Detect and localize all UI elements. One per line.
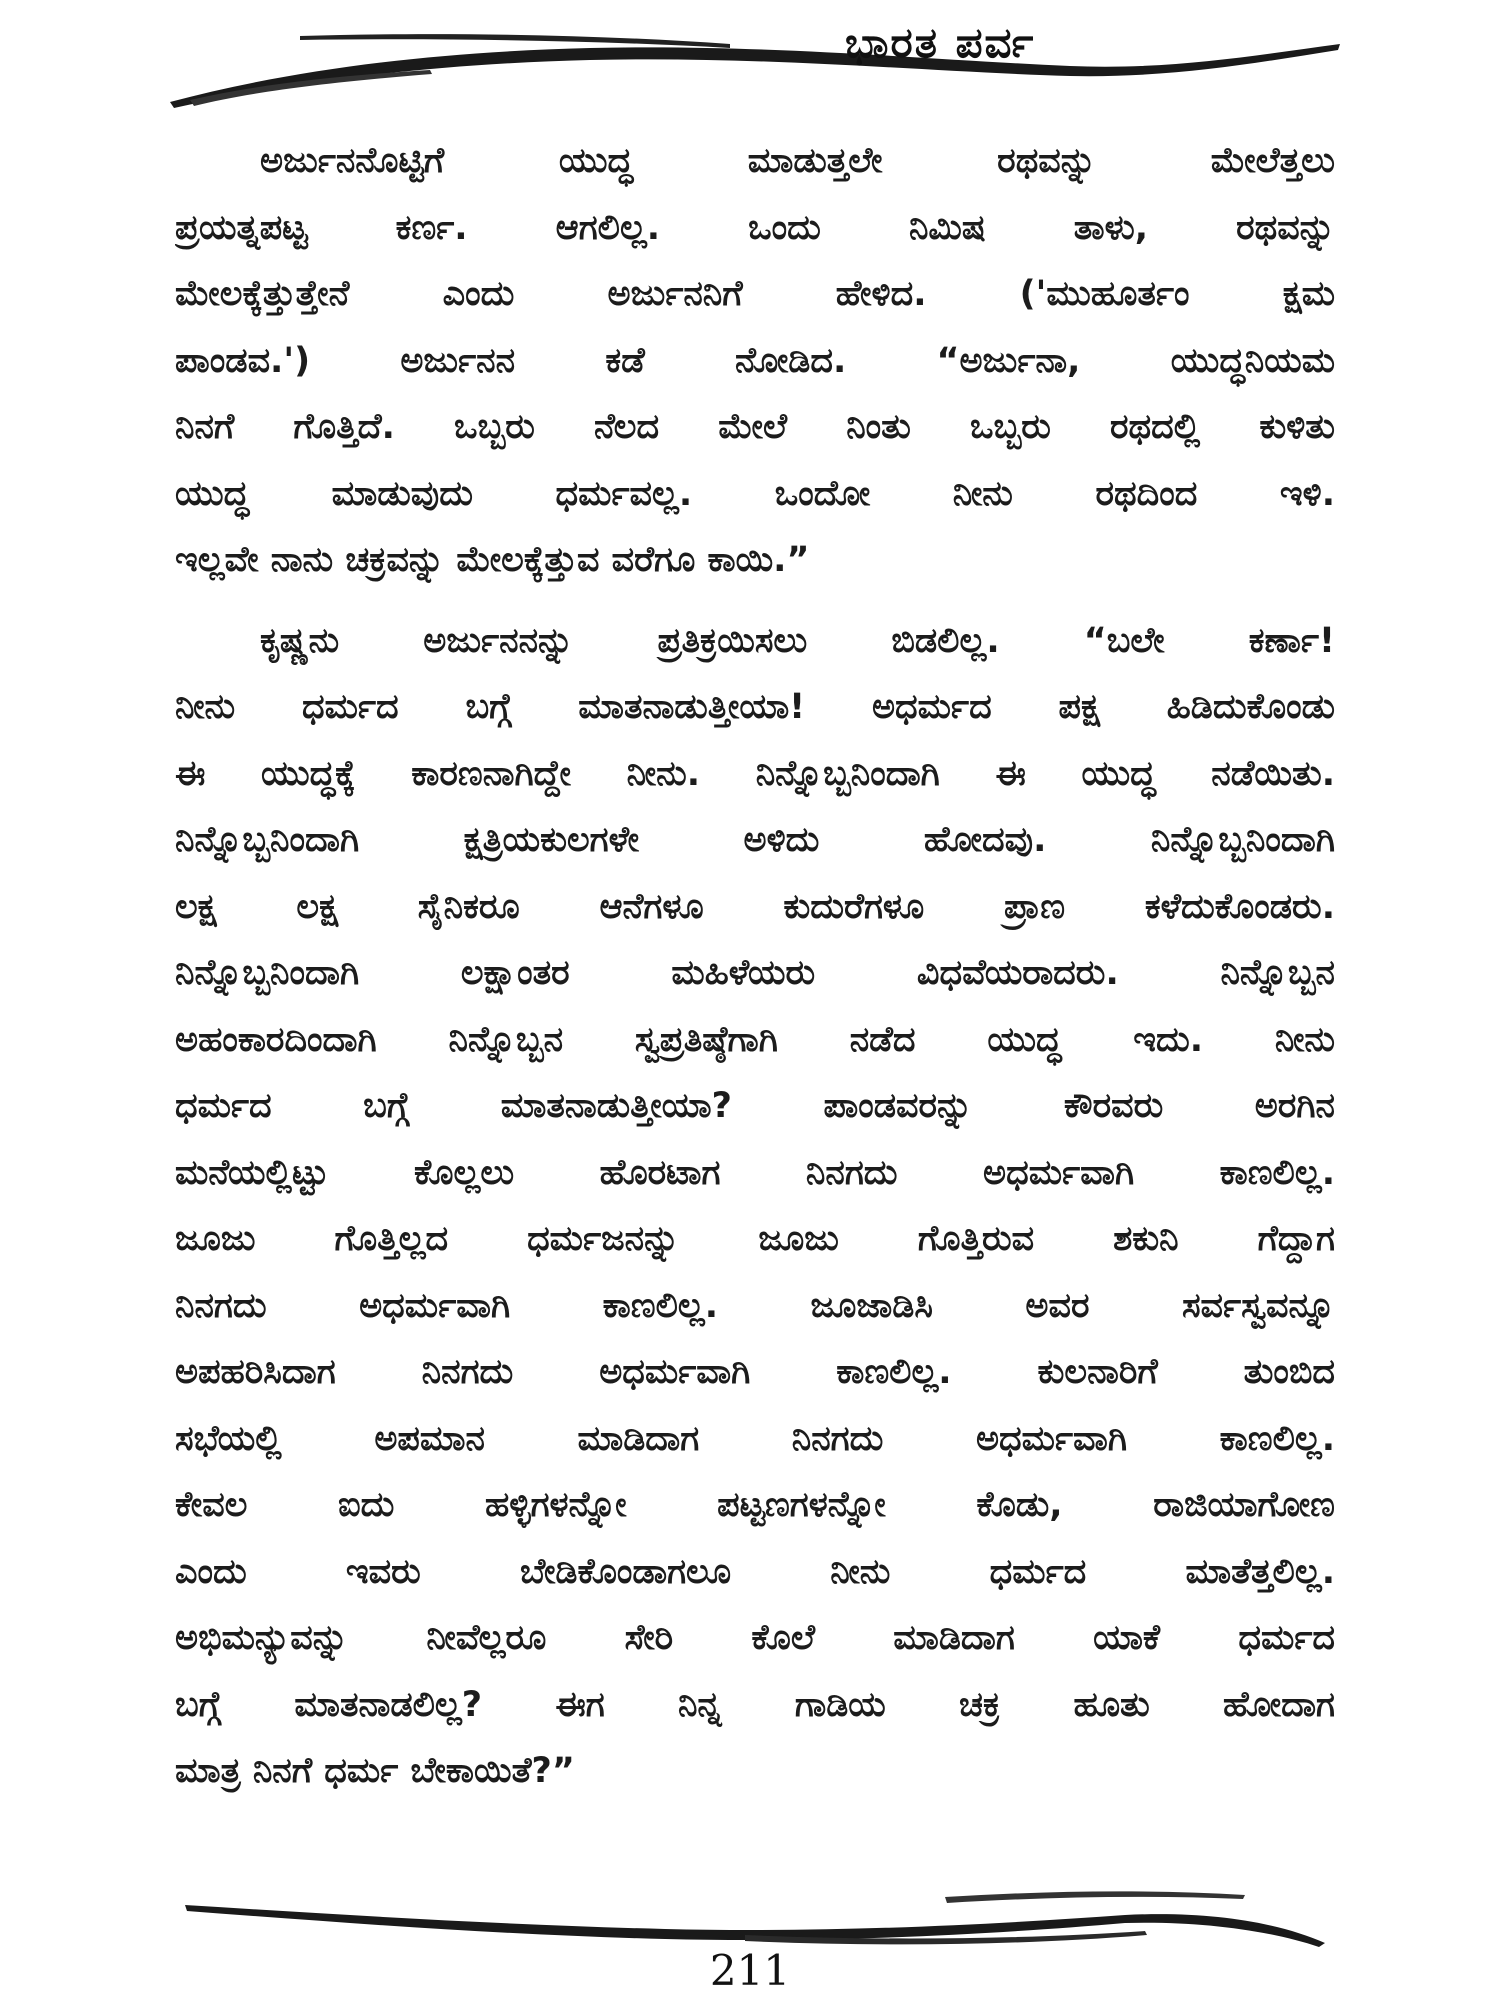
text-line: ಧರ್ಮದ ಬಗ್ಗೆ ಮಾತನಾಡುತ್ತೀಯಾ? ಪಾಂಡವರನ್ನು ಕೌರವರು ಅರಗಿನ — [175, 1086, 1335, 1126]
text-line: ಯುದ್ಧ ಮಾಡುವುದು ಧರ್ಮವಲ್ಲ. ಒಂದೋ ನೀನು ರಥದಿಂದ ಇಳಿ. — [175, 473, 1335, 514]
text-line: ಮನೆಯಲ್ಲಿಟ್ಟು ಕೊಲ್ಲಲು ಹೊರಟಾಗ ನಿನಗದು ಅಧರ್ಮವಾಗಿ ಕಾಣಲಿಲ್ಲ. — [175, 1152, 1335, 1193]
text-line: ಅಪಹರಿಸಿದಾಗ ನಿನಗದು ಅಧರ್ಮವಾಗಿ ಕಾಣಲಿಲ್ಲ. ಕುಲನಾರಿಗೆ ತುಂಬಿದ — [175, 1352, 1335, 1392]
text-line: ಇಲ್ಲವೇ ನಾನು ಚಕ್ರವನ್ನು ಮೇಲಕ್ಕೆತ್ತುವ ವರೆಗೂ ಕಾಯಿ.” — [175, 540, 810, 580]
text-line: ನಿನ್ನೊಬ್ಬನಿಂದಾಗಿ ಕ್ಷತ್ರಿಯಕುಲಗಳೇ ಅಳಿದು ಹೋದವು. ನಿನ್ನೊಬ್ಬನಿಂದಾಗಿ — [175, 820, 1335, 860]
paragraph-1 — [175, 128, 1335, 594]
text-line: ಪಾಂಡವ.') ಅರ್ಜುನನ ಕಡೆ ನೋಡಿದ. “ಅರ್ಜುನಾ, ಯುದ್ಧನಿಯಮ — [175, 340, 1335, 381]
text-line: ಕೇವಲ ಐದು ಹಳ್ಳಿಗಳನ್ನೋ ಪಟ್ಟಣಗಳನ್ನೋ ಕೊಡು, ರಾಜಿಯಾಗೋಣ — [175, 1485, 1335, 1525]
text-line: ನಿನ್ನೊಬ್ಬನಿಂದಾಗಿ ಲಕ್ಷಾಂತರ ಮಹಿಳೆಯರು ವಿಧವೆಯರಾದರು. ನಿನ್ನೊಬ್ಬನ — [175, 953, 1335, 993]
text-line: ಸಭೆಯಲ್ಲಿ ಅಪಮಾನ ಮಾಡಿದಾಗ ನಿನಗದು ಅಧರ್ಮವಾಗಿ ಕಾಣಲಿಲ್ಲ. — [175, 1418, 1335, 1459]
text-line: ಲಕ್ಷ ಲಕ್ಷ ಸೈನಿಕರೂ ಆನೆಗಳೂ ಕುದುರೆಗಳೂ ಪ್ರಾಣ ಕಳೆದುಕೊಂಡರು. — [175, 886, 1335, 927]
text-line: ಜೂಜು ಗೊತ್ತಿಲ್ಲದ ಧರ್ಮಜನನ್ನು ಜೂಜು ಗೊತ್ತಿರುವ ಶಕುನಿ ಗೆದ್ದಾಗ — [175, 1219, 1335, 1259]
text-line: ಮೇಲಕ್ಕೆತ್ತುತ್ತೇನೆ ಎಂದು ಅರ್ಜುನನಿಗೆ ಹೇಳಿದ. ('ಮುಹೂರ್ತಂ ಕ್ಷಮ — [175, 274, 1335, 314]
text-line: ಅಭಿಮನ್ಯುವನ್ನು ನೀವೆಲ್ಲರೂ ಸೇರಿ ಕೊಲೆ ಮಾಡಿದಾಗ ಯಾಕೆ ಧರ್ಮದ — [175, 1618, 1335, 1658]
text-line: ಅಹಂಕಾರದಿಂದಾಗಿ ನಿನ್ನೊಬ್ಬನ ಸ್ವಪ್ರತಿಷ್ಠೆಗಾಗಿ ನಡೆದ ಯುದ್ಧ ಇದು. ನೀನು — [175, 1019, 1335, 1060]
text-line: ನಿನಗೆ ಗೊತ್ತಿದೆ. ಒಬ್ಬರು ನೆಲದ ಮೇಲೆ ನಿಂತು ಒಬ್ಬರು ರಥದಲ್ಲಿ ಕುಳಿತು — [175, 407, 1335, 447]
text-line: ನೀನು ಧರ್ಮದ ಬಗ್ಗೆ ಮಾತನಾಡುತ್ತೀಯಾ! ಅಧರ್ಮದ ಪಕ್ಷ ಹಿಡಿದುಕೊಂಡು — [175, 687, 1335, 727]
footer-brush-rule — [185, 1885, 1325, 1955]
text-line: ಎಂದು ಇವರು ಬೇಡಿಕೊಂಡಾಗಲೂ ನೀನು ಧರ್ಮದ ಮಾತೆತ್ತಲಿಲ್ಲ. — [175, 1551, 1335, 1592]
text-line: ಅರ್ಜುನನೊಟ್ಟಿಗೆ ಯುದ್ಧ ಮಾಡುತ್ತಲೇ ರಥವನ್ನು ಮೇಲೆತ್ತಲು — [260, 141, 1335, 181]
body-text — [175, 128, 1335, 1819]
text-line: ಬಗ್ಗೆ ಮಾತನಾಡಲಿಲ್ಲ? ಈಗ ನಿನ್ನ ಗಾಡಿಯ ಚಕ್ರ ಹೂತು ಹೋದಾಗ — [175, 1684, 1335, 1725]
text-line: ಈ ಯುದ್ಧಕ್ಕೆ ಕಾರಣನಾಗಿದ್ದೇ ನೀನು. ನಿನ್ನೊಬ್ಬನಿಂದಾಗಿ ಈ ಯುದ್ಧ ನಡೆಯಿತು. — [175, 753, 1335, 794]
running-header-title: ಭಾರತ ಪರ್ವ — [845, 18, 1036, 67]
header-brush-rule — [170, 30, 1340, 110]
text-line: ಮಾತ್ರ ನಿನಗೆ ಧರ್ಮ ಬೇಕಾಯಿತೆ?” — [175, 1751, 575, 1791]
text-line: ಕೃಷ್ಣನು ಅರ್ಜುನನನ್ನು ಪ್ರತಿಕ್ರಯಿಸಲು ಬಿಡಲಿಲ್ಲ. “ಬಲೇ ಕರ್ಣಾ! — [260, 620, 1335, 661]
text-line: ನಿನಗದು ಅಧರ್ಮವಾಗಿ ಕಾಣಲಿಲ್ಲ. ಜೂಜಾಡಿಸಿ ಅವರ ಸರ್ವಸ್ವವನ್ನೂ — [175, 1285, 1335, 1326]
text-line: ಪ್ರಯತ್ನಪಟ್ಟ ಕರ್ಣ. ಆಗಲಿಲ್ಲ. ಒಂದು ನಿಮಿಷ ತಾಳು, ರಥವನ್ನು — [175, 207, 1335, 248]
paragraph-2 — [175, 608, 1335, 1805]
page-number: 211 — [709, 1946, 791, 1995]
